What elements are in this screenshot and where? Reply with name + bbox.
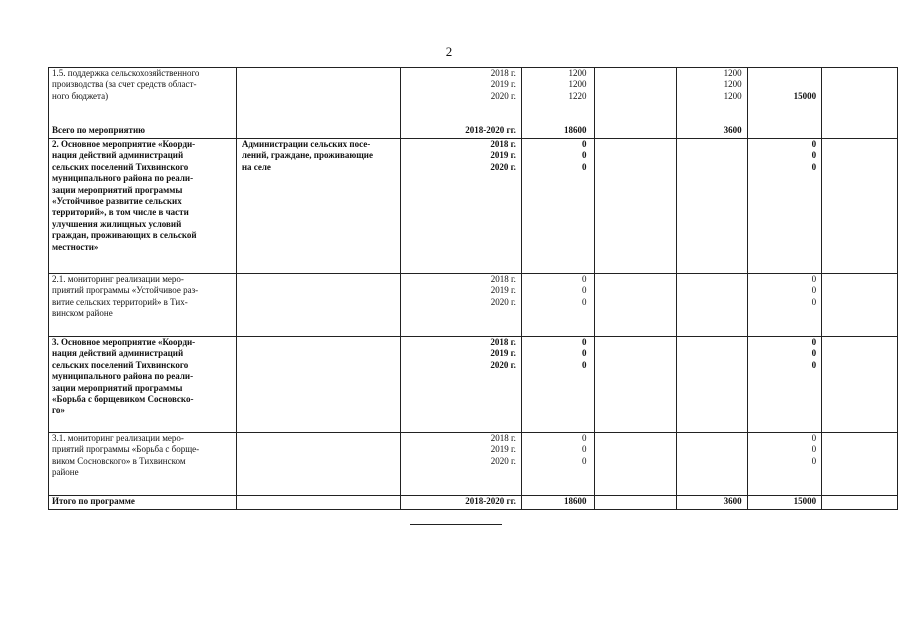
table-cell [747,68,822,139]
table-cell [49,274,237,337]
table-cell [400,274,521,337]
cell-line: го» [52,405,65,416]
cell-line: 2020 г. [490,359,516,370]
table-cell [822,337,898,433]
cell-line: 2019 г. [490,285,516,296]
cell-line: 0 [811,337,817,347]
table-cell [521,139,594,274]
cell-line: местности» [52,241,99,252]
cell-line: 2018 г. [490,139,516,149]
cell-line: 1220 [568,90,587,101]
table-cell [236,68,400,139]
cell-line: граждан, проживающих в сельской [52,230,197,241]
cell-line: 0 [811,150,817,161]
table-cell [747,496,822,510]
cell-line: 2018 г. [490,337,516,347]
table-cell [521,496,594,510]
cell-line: ного бюджета) [52,90,109,101]
cell-line: нация действий администраций [52,150,184,161]
cell-line: Итого по программе [52,496,135,506]
cell-line: 3600 [723,125,742,135]
table-cell [677,139,748,274]
table-cell [49,337,237,433]
cell-line: 0 [582,139,587,149]
cell-line: 2019 г. [490,348,516,359]
cell-line: районе [52,467,79,478]
cell-line: 2020 г. [490,455,516,466]
cell-line: 2.1. мониторинг реализации меро- [52,274,184,284]
cell-line: 0 [582,433,587,443]
cell-line: 3.1. мониторинг реализации меро- [52,433,184,443]
cell-line: 2019 г. [490,79,516,90]
cell-line: 3. Основное мероприятие «Коорди- [52,337,196,347]
cell-line: зации мероприятий программы [52,382,183,393]
table-cell [49,68,237,139]
table-cell [677,274,748,337]
cell-line: 2018 г. [490,433,516,443]
cell-line: 2018 г. [490,68,516,78]
cell-line: 1200 [723,90,742,101]
cell-line: Всего по мероприятию [52,125,146,135]
cell-line: приятий программы «Устойчивое раз- [52,285,199,296]
table-cell [747,139,822,274]
table-cell [677,496,748,510]
cell-line: 0 [811,139,817,149]
table-cell [594,496,677,510]
table-row [49,337,898,433]
cell-line: 3600 [723,496,742,506]
cell-line: муниципального района по реали- [52,371,194,382]
table-cell [594,68,677,139]
table-cell [236,274,400,337]
cell-line: 0 [582,444,587,455]
cell-line: 0 [811,444,817,455]
table-cell [400,139,521,274]
cell-line: 2018-2020 гг. [465,496,516,506]
table-row [49,68,898,139]
table-cell [400,496,521,510]
cell-line: виком Сосновского» в Тихвинском [52,455,186,466]
cell-line: 2. Основное мероприятие «Коорди- [52,139,196,149]
cell-line: 0 [811,161,817,172]
cell-line: «Устойчивое развитие сельских [52,196,182,207]
cell-line: 1200 [723,79,742,90]
table-cell [677,337,748,433]
cell-line: 1200 [568,68,587,78]
table-cell [594,433,677,496]
cell-line: 0 [582,274,587,284]
cell-line: 2020 г. [490,90,516,101]
cell-line: муниципального района по реали- [52,173,194,184]
table-cell [677,433,748,496]
table-cell [400,68,521,139]
cell-line: 0 [582,337,587,347]
cell-line: 0 [582,161,587,172]
program-funding-table [48,67,898,510]
table-row [49,433,898,496]
table-cell [822,68,898,139]
cell-line: 0 [811,455,817,466]
table-cell [236,496,400,510]
table-cell [822,139,898,274]
cell-line: приятий программы «Борьба с борще- [52,444,200,455]
table-cell [677,68,748,139]
cell-line: 18600 [564,125,587,135]
table-cell [49,496,237,510]
table-cell [521,433,594,496]
cell-line: лений, граждане, проживающие [241,150,373,161]
cell-line: нация действий администраций [52,348,184,359]
cell-line: витие сельских территорий» в Тих- [52,296,188,307]
cell-line: 2018-2020 гг. [465,125,516,135]
cell-line: 0 [811,285,817,296]
cell-line: 1200 [568,79,587,90]
cell-line: 0 [582,348,587,359]
table-row [49,139,898,274]
cell-line: 0 [582,359,587,370]
cell-line: 1.5. поддержка сельскохозяйственного [52,68,200,78]
table-cell [747,274,822,337]
cell-line: Администрации сельских посе- [241,139,371,149]
table-cell [594,139,677,274]
cell-line: 0 [811,348,817,359]
cell-line: 2020 г. [490,296,516,307]
cell-line: 0 [582,296,587,307]
cell-line: сельских поселений Тихвинского [52,359,189,370]
cell-line: 2019 г. [490,444,516,455]
table-cell [521,274,594,337]
table-cell [747,337,822,433]
table-cell [236,433,400,496]
table-cell [822,496,898,510]
cell-line: 0 [811,274,817,284]
cell-line: сельских поселений Тихвинского [52,161,189,172]
table-cell [400,433,521,496]
cell-line: 0 [582,455,587,466]
cell-line: на селе [241,161,271,172]
table-cell [822,274,898,337]
table-cell [747,433,822,496]
cell-line: 2019 г. [490,150,516,161]
cell-line: винском районе [52,308,113,319]
cell-line: 15000 [793,496,817,506]
cell-line: производства (за счет средств област- [52,79,197,90]
cell-line: улучшения жилищных условий [52,218,182,229]
cell-line: 1200 [723,68,742,78]
cell-line: 0 [811,359,817,370]
cell-line: территорий», в том числе в части [52,207,189,218]
cell-line: 0 [582,285,587,296]
table-cell [594,337,677,433]
table-row [49,496,898,510]
cell-line: «Борьба с борщевиком Сосновско- [52,394,194,405]
table-cell [236,337,400,433]
end-rule [410,524,502,525]
page-number: 2 [445,44,453,59]
table-row [49,274,898,337]
cell-line: 0 [811,433,817,443]
cell-line: 0 [811,296,817,307]
table-cell [521,337,594,433]
table-cell [49,433,237,496]
table-cell [594,274,677,337]
cell-line: зации мероприятий программы [52,184,183,195]
cell-line: 18600 [564,496,587,506]
table-cell [400,337,521,433]
table-cell [49,139,237,274]
table-cell [521,68,594,139]
cell-line: 0 [582,150,587,161]
cell-line: 15000 [793,90,817,101]
table-cell [236,139,400,274]
cell-line: 2020 г. [490,161,516,172]
cell-line: 2018 г. [490,274,516,284]
table-cell [822,433,898,496]
